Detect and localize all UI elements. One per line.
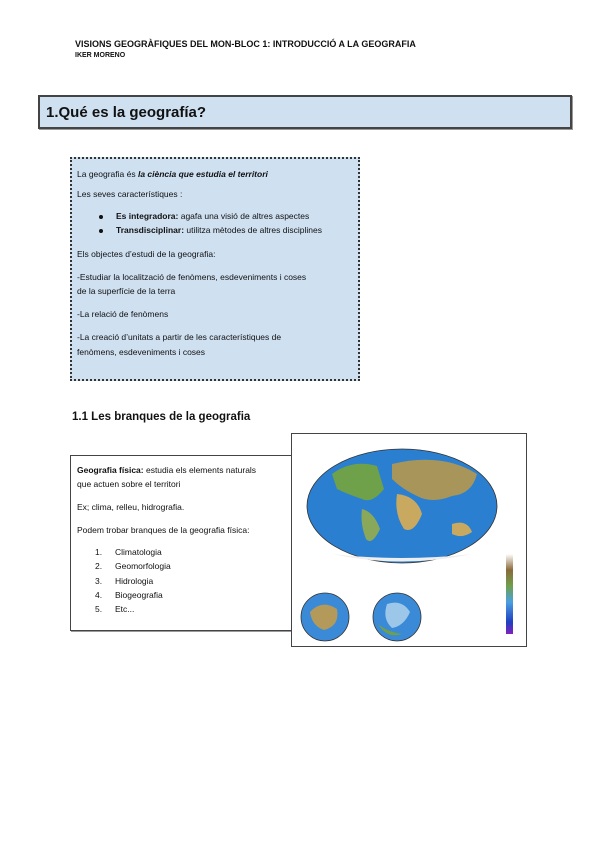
item-number: 5. [95,604,103,614]
object-line: -La creació d’unitats a partir de les característiques de [77,332,282,342]
list-item [95,576,153,586]
object-line: -Estudiar la localització de fenòmens, esdeveniments i coses [77,272,307,282]
objects-title: Els objectes d’estudi de la geografia: [77,249,216,259]
definition-text: La geografia és [77,169,138,179]
item-text: Etc... [115,604,135,614]
characteristics-title: Les seves característiques : [77,189,183,199]
section-title-box [38,95,572,129]
list-item [95,604,134,614]
item-number: 4. [95,590,103,600]
world-relief-map [291,433,527,647]
bullet-label: Transdisciplinar: [116,225,185,235]
bullet-item [99,225,322,235]
bullet-icon [99,215,103,219]
item-text: Climatologia [115,547,162,557]
object-line: de la superfície de la terra [77,286,176,296]
document-header-title: VISIONS GEOGRÀFIQUES DEL MON-BLOC 1: INTRODUCCIÓ A LA GEOGRAFIA [75,39,416,49]
geo-example: Ex; clima, relleu, hidrografia. [77,502,185,512]
item-text: Biogeografia [115,590,163,600]
item-number: 2. [95,561,103,571]
definition-box [70,157,360,381]
subsection-title: 1.1 Les branques de la geografia [72,411,251,423]
geo-term: Geografia física: [77,465,144,475]
physical-geography-box [70,455,292,631]
object-line: fenòmens, esdeveniments i coses [77,347,206,357]
item-number: 1. [95,547,103,557]
item-text: Geomorfologia [115,561,171,571]
list-item [95,547,162,557]
bullet-text: agafa una visió de altres aspectes [178,211,310,221]
geo-definition [77,465,256,475]
world-map-image [292,434,525,645]
definition-emphasis: la ciència que estudia el territori [137,169,268,179]
document-author: IKER MORENO [75,52,126,59]
list-item [95,561,171,571]
bullet-text: utilitza mètodes de altres disciplines [184,225,322,235]
list-item [95,590,163,600]
object-line: -La relació de fenòmens [77,309,169,319]
geo-text: estudia els elements naturals [143,465,257,475]
section-title: 1.Qué es la geografía? [46,104,207,121]
item-text: Hidrologia [115,576,154,586]
geo-definition-cont: que actuen sobre el territori [77,479,181,489]
branches-title: Podem trobar branques de la geografia física: [77,525,250,535]
item-number: 3. [95,576,103,586]
bullet-icon [99,229,103,233]
bullet-item [99,211,309,221]
bullet-label: Es integradora: [116,211,179,221]
definition [77,169,268,179]
